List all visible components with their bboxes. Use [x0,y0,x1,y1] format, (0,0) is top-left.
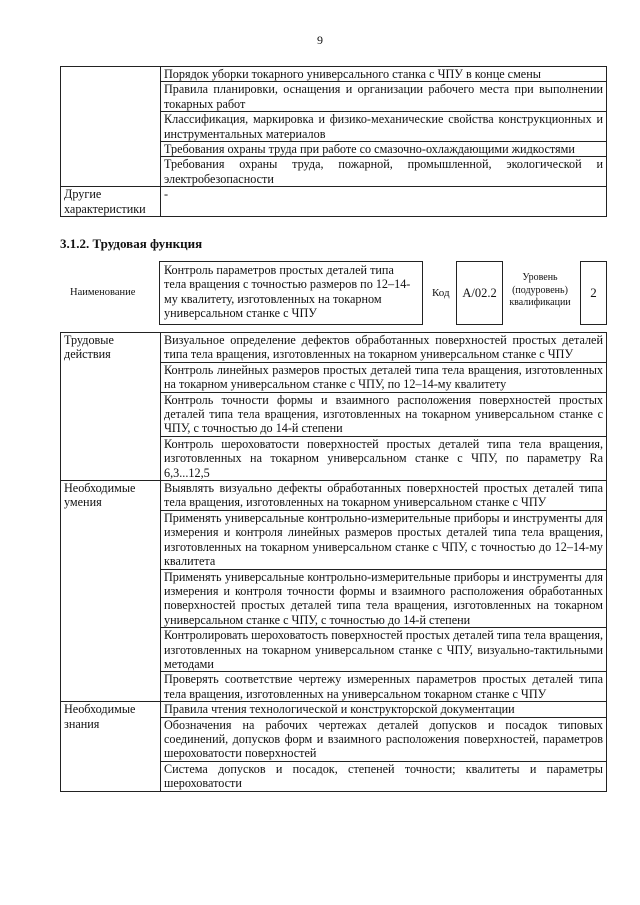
table-cell: - [161,187,607,217]
table-row [61,702,607,717]
qualification-level-label: Уровень (подуровень) квалификации [509,272,571,308]
table-cell: Система допусков и посадок, степеней точности; квалитеты и параметры шероховатости [161,761,607,791]
table-cell: Контролировать шероховатость поверхностей простых деталей типа тела вращения, изготовленных на токарном универсальном станке с ЧПУ, визуально-тактильными методами [161,628,607,672]
table-cell: Выявлять визуально дефекты обработанных поверхностей простых деталей типа тела вращения, изготовленных на токарном универсальном станке с ЧПУ [161,481,607,511]
table-cell: Визуальное определение дефектов обработанных поверхностей простых деталей типа тела вращения, изготовленных на токарном универсальном станке с ЧПУ [161,333,607,363]
table-cell: Проверять соответствие чертежу измеренных параметров простых деталей типа тела вращения, изготовленных на универсальном токарном станке с ЧПУ [161,672,607,702]
table-cell: Применять универсальные контрольно-измерительные приборы и инструменты для измерения и контроля линейных размеров простых деталей типа тела вращения, изготовленных на токарном универсальном станке с ЧПУ, с точностью до 12–14-му квалитета [161,510,607,569]
table-row [61,481,607,511]
function-name-box: Контроль параметров простых деталей типа тела вращения с точностью размеров по 12–14-му квалитету, изготовленных на токарном универсальном станке с ЧПУ [159,261,423,325]
row-group-label: Необходимые умения [61,481,161,702]
row-group-label: Другие характеристики [61,187,161,217]
table-row [61,187,607,217]
table-cell: Контроль шероховатости поверхностей простых деталей типа тела вращения, изготовленных на токарном универсальном станке с ЧПУ, по параметру Ra 6,3...12,5 [161,436,607,480]
table-cell: Обозначения на рабочих чертежах деталей допусков и посадок типовых соединений, допусков форм и взаимного расположения поверхностей, параметров шероховатости поверхностей [161,717,607,761]
row-group-label [61,67,161,187]
table-row [61,333,607,363]
table-cell: Требования охраны труда при работе со смазочно-охлаждающими жидкостями [161,142,607,157]
table-cell: Применять универсальные контрольно-измерительные приборы и инструменты для измерения и контроля точности формы и взаимного расположения обработанных поверхностей простых деталей типа тела вращения, изготовленных на токарном универсальном станке с ЧПУ, с точностью до 14-й степени [161,569,607,628]
section-heading: 3.1.2. Трудовая функция [60,236,203,251]
labor-function-table [60,332,607,792]
name-label: Наименование [70,287,136,298]
page-number: 9 [317,33,323,47]
table-cell: Порядок уборки токарного универсального станка с ЧПУ в конце смены [161,67,607,82]
table-cell: Контроль точности формы и взаимного расположения поверхностей простых деталей типа тела вращения, изготовленных на токарном универсальном станке с ЧПУ, с точностью до 14-й степени [161,392,607,436]
table-cell: Классификация, маркировка и физико-механические свойства конструкционных и инструментальных материалов [161,112,607,142]
knowledge-table-continued [60,66,607,217]
table-cell: Требования охраны труда, пожарной, промышленной, экологической и электробезопасности [161,157,607,187]
table-row [61,67,607,82]
table-cell: Правила планировки, оснащения и организации рабочего места при выполнении токарных работ [161,82,607,112]
qualification-level-box: 2 [580,261,607,325]
row-group-label: Трудовые действия [61,333,161,481]
code-label: Код [432,287,450,299]
function-code-box: А/02.2 [456,261,503,325]
row-group-label: Необходимые знания [61,702,161,791]
table-cell: Правила чтения технологической и конструкторской документации [161,702,607,717]
table-cell: Контроль линейных размеров простых деталей типа тела вращения, изготовленных на токарном универсальном станке с ЧПУ, по 12–14-му квалитету [161,362,607,392]
